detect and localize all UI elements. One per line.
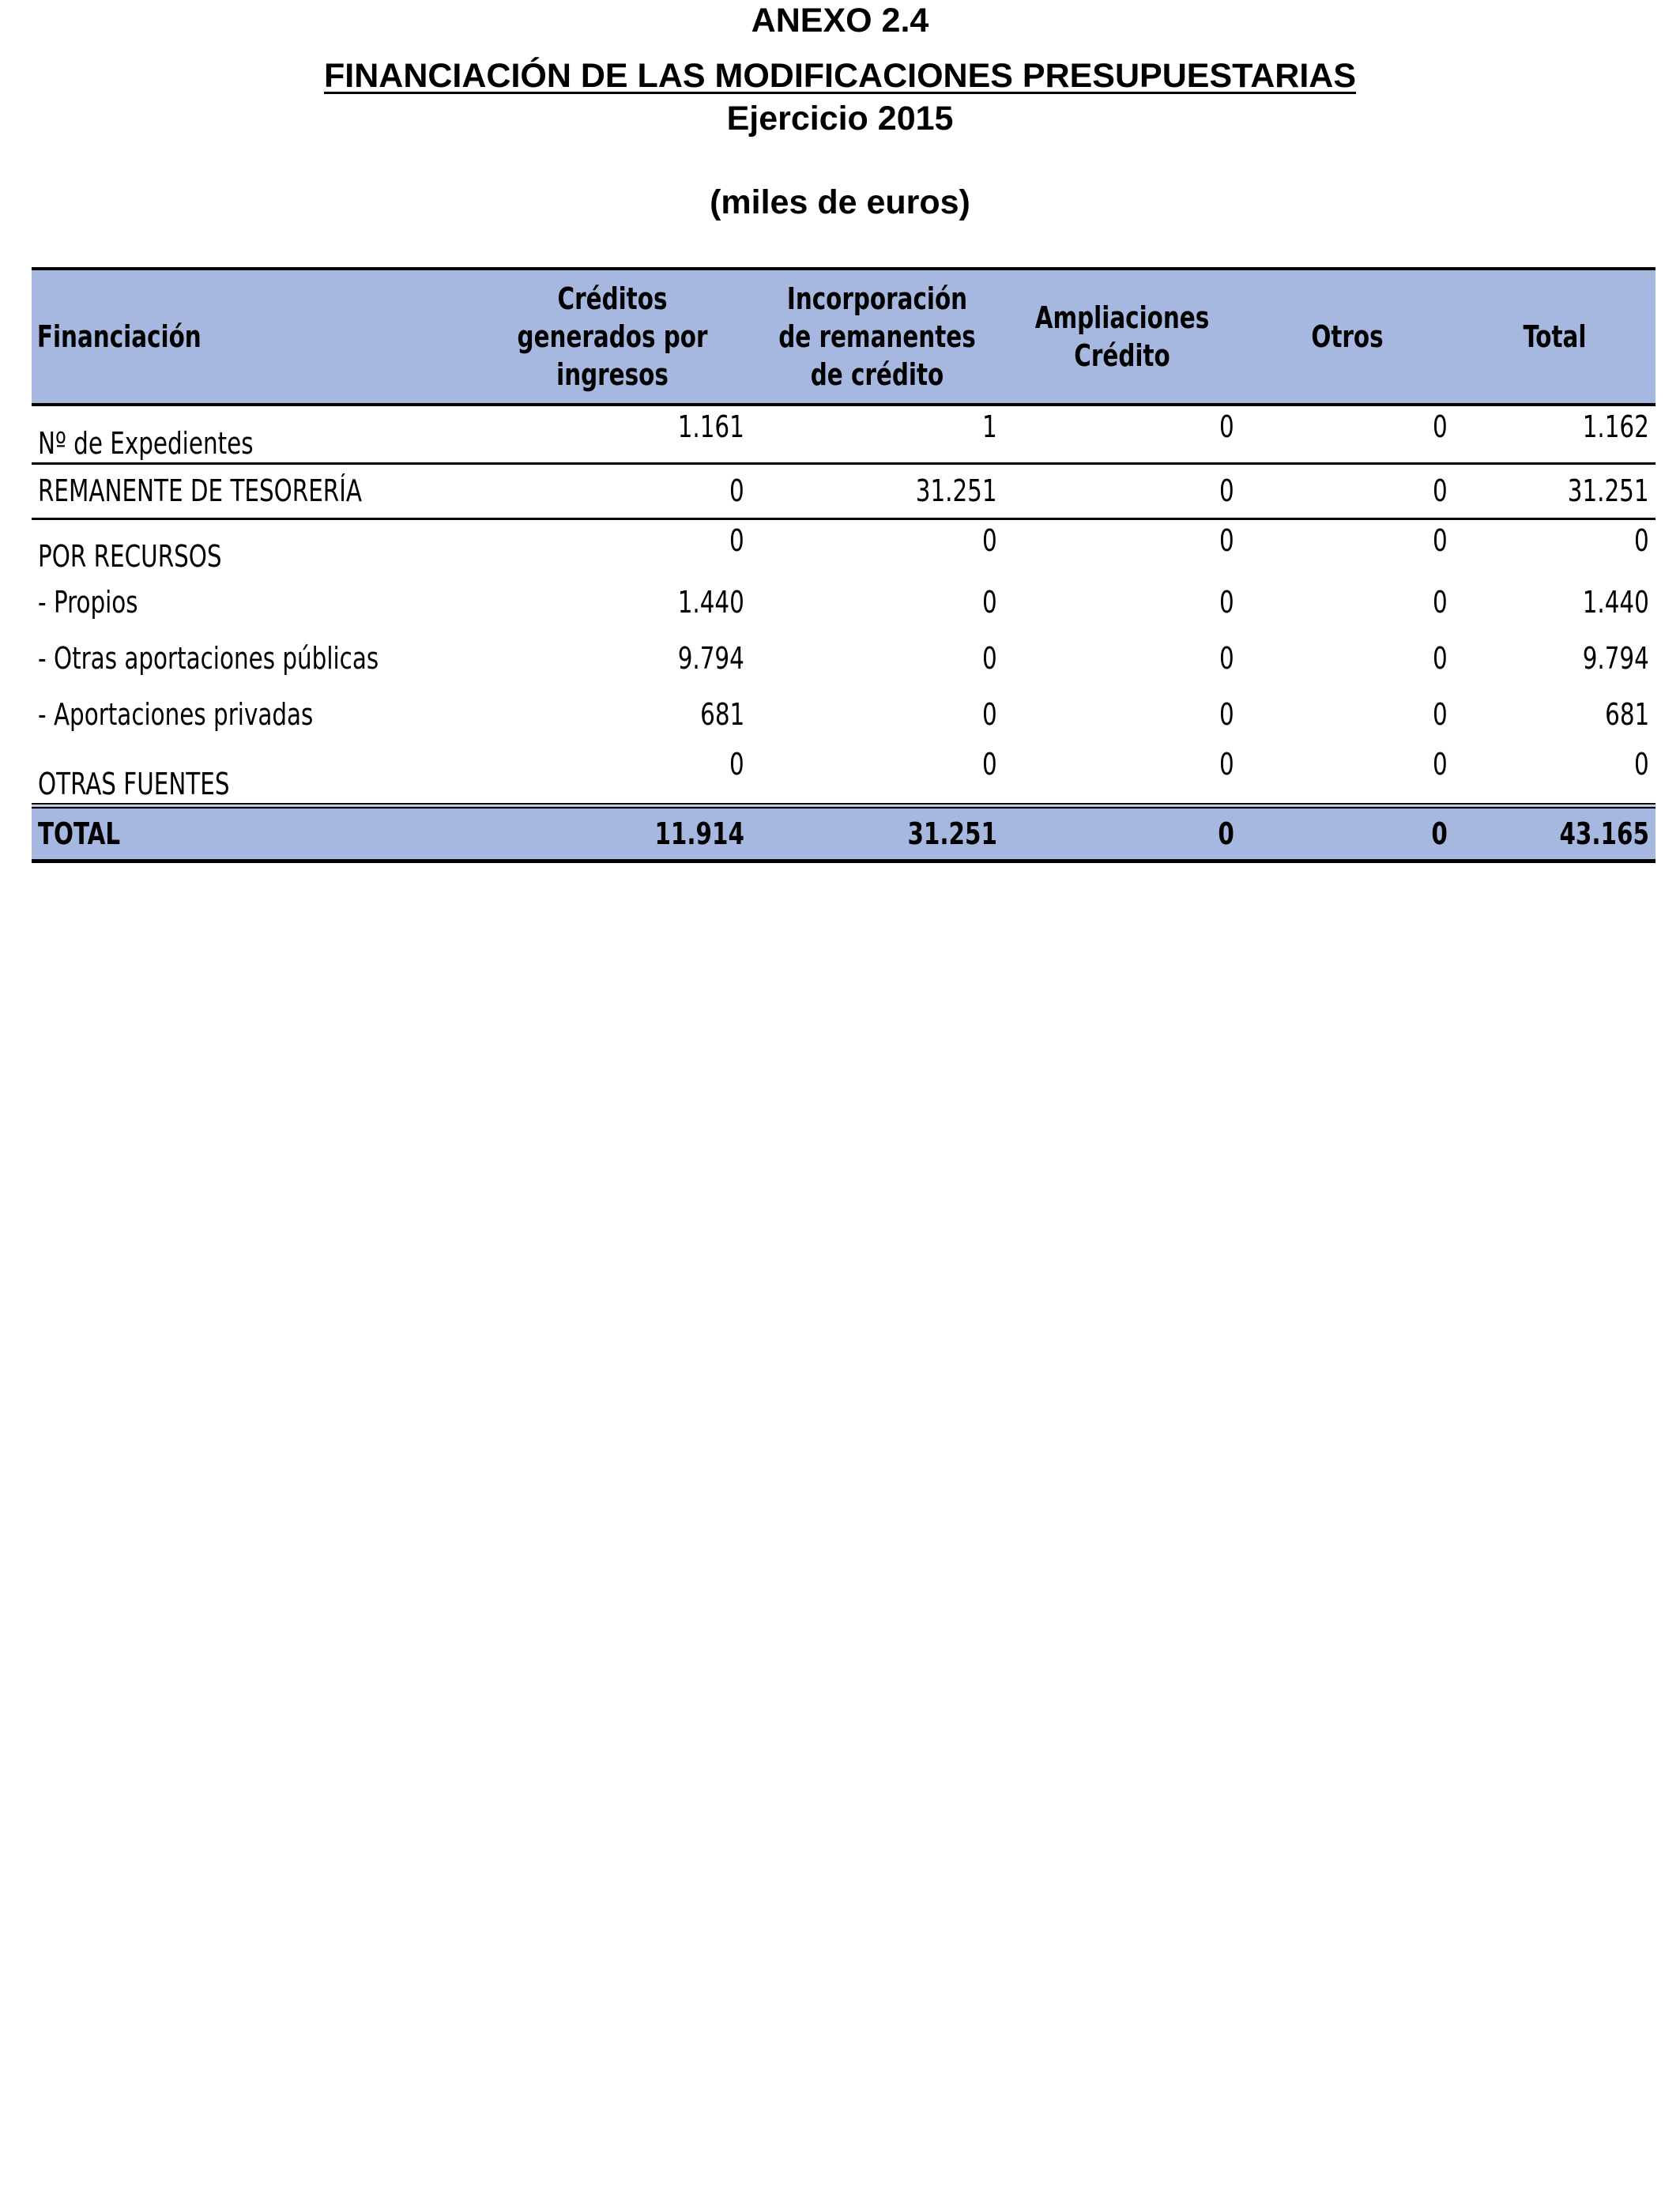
total-creditos-generados [474, 805, 751, 861]
cell-value: 0 [982, 640, 997, 676]
cell-incorporacion-remanentes [751, 518, 1004, 574]
row-label [32, 405, 474, 463]
cell-creditos-generados [474, 518, 751, 574]
financing-table [32, 267, 1656, 863]
row-label [32, 630, 474, 686]
row-label-text: - Otras aportaciones públicas [38, 640, 379, 676]
cell-value: 0 [1634, 747, 1649, 782]
cell-value: 0 [1433, 747, 1448, 782]
cell-value: 0 [1219, 522, 1234, 558]
cell-incorporacion-remanentes [751, 405, 1004, 463]
cell-creditos-generados [474, 574, 751, 630]
cell-value: 681 [1604, 696, 1649, 732]
cell-otros [1241, 630, 1454, 686]
cell-otros [1241, 574, 1454, 630]
cell-value: 11.914 [654, 816, 744, 851]
cell-otros [1241, 742, 1454, 805]
table-row-expedientes [32, 405, 1656, 463]
cell-creditos-generados [474, 463, 751, 518]
cell-ampliaciones-credito [1004, 463, 1241, 518]
cell-value: 1.161 [677, 409, 744, 444]
cell-value: 0 [982, 696, 997, 732]
row-label-text: Nº de Expedientes [38, 425, 254, 461]
cell-value: 0 [1433, 473, 1448, 508]
column-header-otros: Otros [1311, 319, 1384, 354]
cell-ampliaciones-credito [1004, 405, 1241, 463]
cell-value: 0 [1433, 696, 1448, 732]
total-label-text: TOTAL [38, 816, 121, 851]
cell-value: 0 [1218, 816, 1234, 851]
cell-value: 0 [1433, 584, 1448, 620]
total-ampliaciones-credito [1004, 805, 1241, 861]
cell-incorporacion-remanentes [751, 630, 1004, 686]
cell-total [1454, 742, 1656, 805]
cell-value: 0 [729, 522, 744, 558]
cell-creditos-generados [474, 686, 751, 742]
cell-value: 0 [729, 747, 744, 782]
table-row-aportaciones-privadas [32, 686, 1656, 742]
column-header-total: Total [1523, 319, 1587, 354]
row-label [32, 742, 474, 805]
cell-value: 0 [1219, 473, 1234, 508]
cell-incorporacion-remanentes [751, 574, 1004, 630]
total-label [32, 805, 474, 861]
cell-incorporacion-remanentes [751, 463, 1004, 518]
cell-value: 1.440 [1582, 584, 1649, 620]
cell-creditos-generados [474, 630, 751, 686]
cell-value: 9.794 [677, 640, 744, 676]
cell-value: 0 [1219, 584, 1234, 620]
row-label-text: - Aportaciones privadas [38, 696, 314, 732]
row-label [32, 574, 474, 630]
column-header-financiacion: Financiación [36, 319, 202, 354]
cell-value: 0 [729, 473, 744, 508]
cell-value: 0 [1433, 409, 1448, 444]
document-title [0, 55, 1680, 96]
cell-ampliaciones-credito [1004, 630, 1241, 686]
cell-value: 681 [699, 696, 744, 732]
cell-value: 0 [1219, 640, 1234, 676]
table-row-remanente-tesoreria [32, 463, 1656, 518]
cell-total [1454, 686, 1656, 742]
cell-otros [1241, 405, 1454, 463]
cell-value: 0 [1219, 409, 1234, 444]
total-total [1454, 805, 1656, 861]
cell-value: 1.440 [677, 584, 744, 620]
cell-otros [1241, 518, 1454, 574]
cell-value: 1 [982, 409, 997, 444]
cell-value: 0 [982, 747, 997, 782]
cell-value: 31.251 [916, 473, 997, 508]
row-label [32, 686, 474, 742]
cell-otros [1241, 686, 1454, 742]
cell-total [1454, 405, 1656, 463]
table-row-total [32, 805, 1656, 861]
cell-ampliaciones-credito [1004, 574, 1241, 630]
row-label [32, 463, 474, 518]
column-header-creditos-generados: Créditos generados por ingresos [517, 281, 708, 392]
cell-value: 0 [982, 584, 997, 620]
cell-value: 0 [982, 522, 997, 558]
row-label [32, 518, 474, 574]
row-label-text: - Propios [38, 584, 138, 620]
cell-value: 1.162 [1582, 409, 1649, 444]
table-header-row [32, 269, 1656, 405]
column-header-ampliaciones-credito: Ampliaciones Crédito [1034, 300, 1210, 373]
annex-label: ANEXO 2.4 [751, 2, 929, 40]
column-header-incorporacion-remanentes: Incorporación de remanentes de crédito [778, 281, 976, 392]
cell-total [1454, 463, 1656, 518]
cell-incorporacion-remanentes [751, 686, 1004, 742]
table-row-propios [32, 574, 1656, 630]
row-label-text: REMANENTE DE TESORERÍA [38, 473, 362, 508]
cell-value: 43.165 [1559, 816, 1649, 851]
cell-total [1454, 630, 1656, 686]
cell-value: 0 [1433, 640, 1448, 676]
table-row-otras-aportaciones-publicas [32, 630, 1656, 686]
cell-value: 0 [1219, 747, 1234, 782]
cell-incorporacion-remanentes [751, 742, 1004, 805]
cell-value: 9.794 [1582, 640, 1649, 676]
cell-creditos-generados [474, 742, 751, 805]
cell-total [1454, 574, 1656, 630]
table-row-otras-fuentes [32, 742, 1656, 805]
table-row-por-recursos [32, 518, 1656, 574]
total-otros [1241, 805, 1454, 861]
document-title-text: FINANCIACIÓN DE LAS MODIFICACIONES PRESUPUESTARIAS [324, 57, 1356, 95]
row-label-text: POR RECURSOS [38, 539, 222, 574]
cell-value: 0 [1219, 696, 1234, 732]
cell-value: 0 [1433, 522, 1448, 558]
total-incorporacion-remanentes [751, 805, 1004, 861]
cell-ampliaciones-credito [1004, 518, 1241, 574]
cell-value: 31.251 [1568, 473, 1649, 508]
units-label: (miles de euros) [710, 183, 970, 221]
cell-creditos-generados [474, 405, 751, 463]
cell-ampliaciones-credito [1004, 686, 1241, 742]
cell-total [1454, 518, 1656, 574]
exercise-year: Ejercicio 2015 [726, 100, 954, 138]
cell-value: 31.251 [907, 816, 997, 851]
cell-value: 0 [1634, 522, 1649, 558]
row-label-text: OTRAS FUENTES [38, 766, 230, 801]
cell-ampliaciones-credito [1004, 742, 1241, 805]
cell-value: 0 [1431, 816, 1448, 851]
cell-otros [1241, 463, 1454, 518]
